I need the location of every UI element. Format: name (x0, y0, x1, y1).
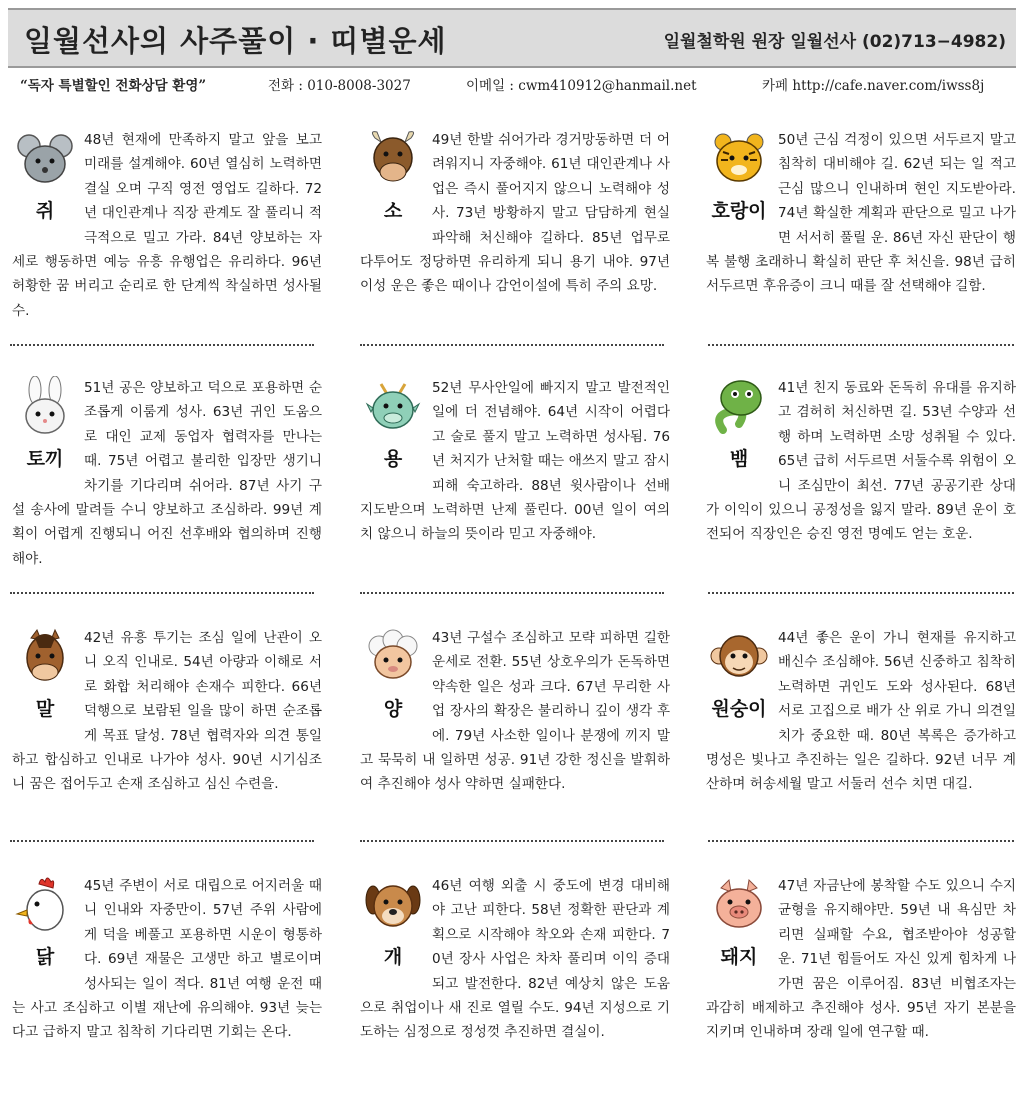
animal-name: 용 (383, 448, 403, 470)
page-title: 일월선사의 사주풀이 · 띠별운세 (24, 24, 447, 58)
divider (708, 344, 1014, 346)
animal-name: 돼지 (720, 946, 758, 968)
dog-icon (363, 874, 423, 936)
zodiac-cell-monkey (706, 626, 1016, 856)
fortune-text: 51년 공은 양보하고 덕으로 포용하면 순조롭게 이룸게 성사. 63년 귀인 도움으로 대인 교제 동업자 협력자를 만나는 때. 75년 어렵고 불리한 입장만 생기니 차기를 기다리며 쉬어라. 87년 사기 구설 송사에 말려들 수니 양보하고 조심하라. 99년 계획이 어렵게 진행되니 어진 선후배와 협의하며 진행해야. (12, 380, 322, 567)
fortune-text: 48년 현재에 만족하지 말고 앞을 보고 미래를 설계해야. 60년 열심히 노력하면 결실 오며 구직 영전 영업도 길하다. 72년 대인관계나 직장 관계도 잘 풀리니 적극적으로 밀고 가라. 84년 양보하는 자세로 행동하면 예능 유흥 유행업은 유리하다. 96년 허황한 꿈 버리고 순리로 한 단계씩 착실하면 성사될 수. (12, 132, 322, 319)
animal-name: 양 (383, 698, 403, 720)
animal-name: 호랑이 (711, 200, 767, 222)
animal-badge (706, 626, 772, 746)
animal-name: 뱀 (729, 448, 749, 470)
horse-icon (15, 626, 75, 688)
rooster-icon (15, 874, 75, 936)
animal-badge (706, 874, 772, 994)
phone-text: 전화 : 010-8008-3027 (268, 78, 411, 94)
divider (10, 840, 314, 842)
animal-badge (360, 128, 426, 248)
animal-badge (12, 874, 78, 994)
animal-badge (12, 376, 78, 496)
animal-badge (12, 128, 78, 248)
rat-icon (15, 128, 75, 190)
animal-name: 말 (35, 698, 55, 720)
animal-name: 개 (383, 946, 403, 968)
divider (708, 840, 1014, 842)
email-text: 이메일 : cwm410912@hanmail.net (466, 78, 697, 94)
animal-badge (360, 874, 426, 994)
fortune-text: 47년 자금난에 봉착할 수도 있으니 수지균형을 유지해야만. 59년 내 욕심만 차리면 실패할 수요, 협조받아야 성공할 운. 71년 힘들어도 자신 있게 힘차게 나가면 꿈은 이루어짐. 83년 비협조자는 과감히 배제하고 추진해야 성사. 95년 자기 본분을 지키며 인내하며 장래 일에 연구할 때. (706, 878, 1016, 1041)
fortune-text: 50년 근심 걱정이 있으면 서두르지 말고 침착히 대비해야 길. 62년 되는 일 적고 근심 많으니 인내하며 현인 지도받아라. 74년 확실한 계획과 판단으로 밀고 나가면 서서히 풀릴 운. 86년 자신 판단이 행복 불행 초래하니 확실히 판단 후 처신을. 98년 급히 서두르면 후유증이 크니 때를 잘 선택해야 길함. (706, 132, 1016, 295)
zodiac-cell-snake (706, 376, 1016, 606)
zodiac-cell-dragon (360, 376, 670, 606)
animal-name: 토끼 (26, 448, 64, 470)
animal-badge (360, 376, 426, 496)
cafe-link[interactable]: 카페 http://cafe.naver.com/iwss8j (762, 78, 985, 94)
fortune-text: 44년 좋은 운이 가니 현재를 유지하고 배신수 조심해야. 56년 신중하고 침착히 노력하면 귀인도 도와 성사된다. 68년 서로 고집으로 배가 산 위로 가니 의견일치가 중요한 때. 80년 복록은 증가하고 명성은 빛나고 추진하는 일은 길하다. 92년 너무 계산하며 허송세월 말고 서둘러 선수 치면 대길. (706, 630, 1016, 793)
divider (10, 592, 314, 594)
divider (360, 592, 664, 594)
zodiac-cell-rooster (12, 874, 322, 1104)
fortune-text: 49년 한발 쉬어가라 경거망동하면 더 어려워지니 자중해야. 61년 대인관계나 사업은 즉시 풀어지지 않으니 노력해야 성사. 73년 방황하지 말고 담담하게 현실 파악해 처신해야 길하다. 85년 업무로 다투어도 정당하면 유리하게 되니 용기 내야. 97년 이성 운은 좋은 때이나 감언이설에 특히 주의 요망. (360, 132, 670, 295)
zodiac-cell-rat (12, 128, 322, 358)
divider (360, 840, 664, 842)
divider (10, 344, 314, 346)
zodiac-cell-ox (360, 128, 670, 358)
zodiac-cell-sheep (360, 626, 670, 856)
zodiac-cell-rabbit (12, 376, 322, 606)
animal-badge (12, 626, 78, 746)
sheep-icon (363, 626, 423, 688)
monkey-icon (709, 626, 769, 688)
zodiac-cell-tiger (706, 128, 1016, 358)
fortune-text: 43년 구설수 조심하고 모략 피하면 길한 운세로 전환. 55년 상호우의가 돈독하면 약속한 일은 성과 크다. 67년 무리한 사업 장사의 확장은 불리하니 깊이 생각 후에. 79년 사소한 일이나 분쟁에 끼지 말고 묵묵히 내 일하면 성공. 91년 강한 정신을 발휘하여 추진해야 성사 약하면 실패한다. (360, 630, 670, 793)
animal-name: 소 (383, 200, 403, 222)
ox-icon (363, 128, 423, 190)
author-info: 일월철학원 원장 일월선사 (02)713−4982) (663, 32, 1006, 52)
snake-icon (709, 376, 769, 438)
dragon-icon (363, 376, 423, 438)
animal-name: 원숭이 (711, 698, 767, 720)
pig-icon (709, 874, 769, 936)
animal-badge (706, 376, 772, 496)
tiger-icon (709, 128, 769, 190)
promo-text: “독자 특별할인 전화상담 환영” (20, 78, 207, 94)
animal-badge (360, 626, 426, 746)
divider (360, 344, 664, 346)
animal-badge (706, 128, 772, 248)
fortune-text: 46년 여행 외출 시 중도에 변경 대비해야 고난 피한다. 58년 정확한 판단과 계획으로 시작해야 착오와 손재 피한다. 70년 장사 사업은 차차 풀리며 이익 증대되고 발전한다. 82년 예상치 않은 도움으로 취업이나 새 진로 열릴 수도. 94년 지성으로 기도하는 심정으로 정성껏 추진하면 결실이. (360, 878, 670, 1041)
zodiac-cell-dog (360, 874, 670, 1104)
header-bar (8, 8, 1016, 68)
fortune-text: 42년 유흥 투기는 조심 일에 난관이 오니 오직 인내로. 54년 아량과 이해로 서로 화합 처리해야 손재수 피한다. 66년 덕행으로 보람된 일을 많이 하면 순조롭게 목표 달성. 78년 협력자와 의견 통일하고 합심하고 인내로 나가야 성사. 90년 시기심조니 꿈은 접어두고 손재 조심하고 심신 수련을. (12, 630, 322, 793)
fortune-text: 45년 주변이 서로 대립으로 어지러울 때니 인내와 자중만이. 57년 주위 사람에게 덕을 베풀고 포용하면 시운이 형통하다. 69년 재물은 고생만 하고 별로이며 성사되는 일이 적다. 81년 여행 운전 때는 사고 조심하고 이별 재난에 유의해야. 93년 늦는다고 급하지 말고 침착히 기다리면 기회는 온다. (12, 878, 322, 1041)
fortune-text: 52년 무사안일에 빠지지 말고 발전적인 일에 더 전념해야. 64년 시작이 어렵다고 술로 풀지 말고 노력하면 성사됨. 76년 처지가 난처할 때는 애쓰지 말고 잠시 피해 숙고하라. 88년 윗사람이나 선배 지도받으며 노력하면 난제 풀린다. 00년 일이 여의치 않으니 하늘의 뜻이라 믿고 자중해야. (360, 380, 670, 543)
fortune-text: 41년 친지 동료와 돈독히 유대를 유지하고 겸허히 처신하면 길. 53년 수양과 선행 하며 노력하면 소망 성취될 수 있다. 65년 급히 서두르면 서둘수록 위험이 오니 조심만이 최선. 77년 공공기관 상대가 이익이 있으니 공정성을 잃지 말라. 89년 운이 호전되어 직장인은 승진 영전 명예도 얻는 호운. (706, 380, 1016, 543)
divider (708, 592, 1014, 594)
animal-name: 쥐 (35, 200, 55, 222)
zodiac-cell-pig (706, 874, 1016, 1104)
rabbit-icon (15, 376, 75, 438)
animal-name: 닭 (35, 946, 55, 968)
zodiac-cell-horse (12, 626, 322, 856)
